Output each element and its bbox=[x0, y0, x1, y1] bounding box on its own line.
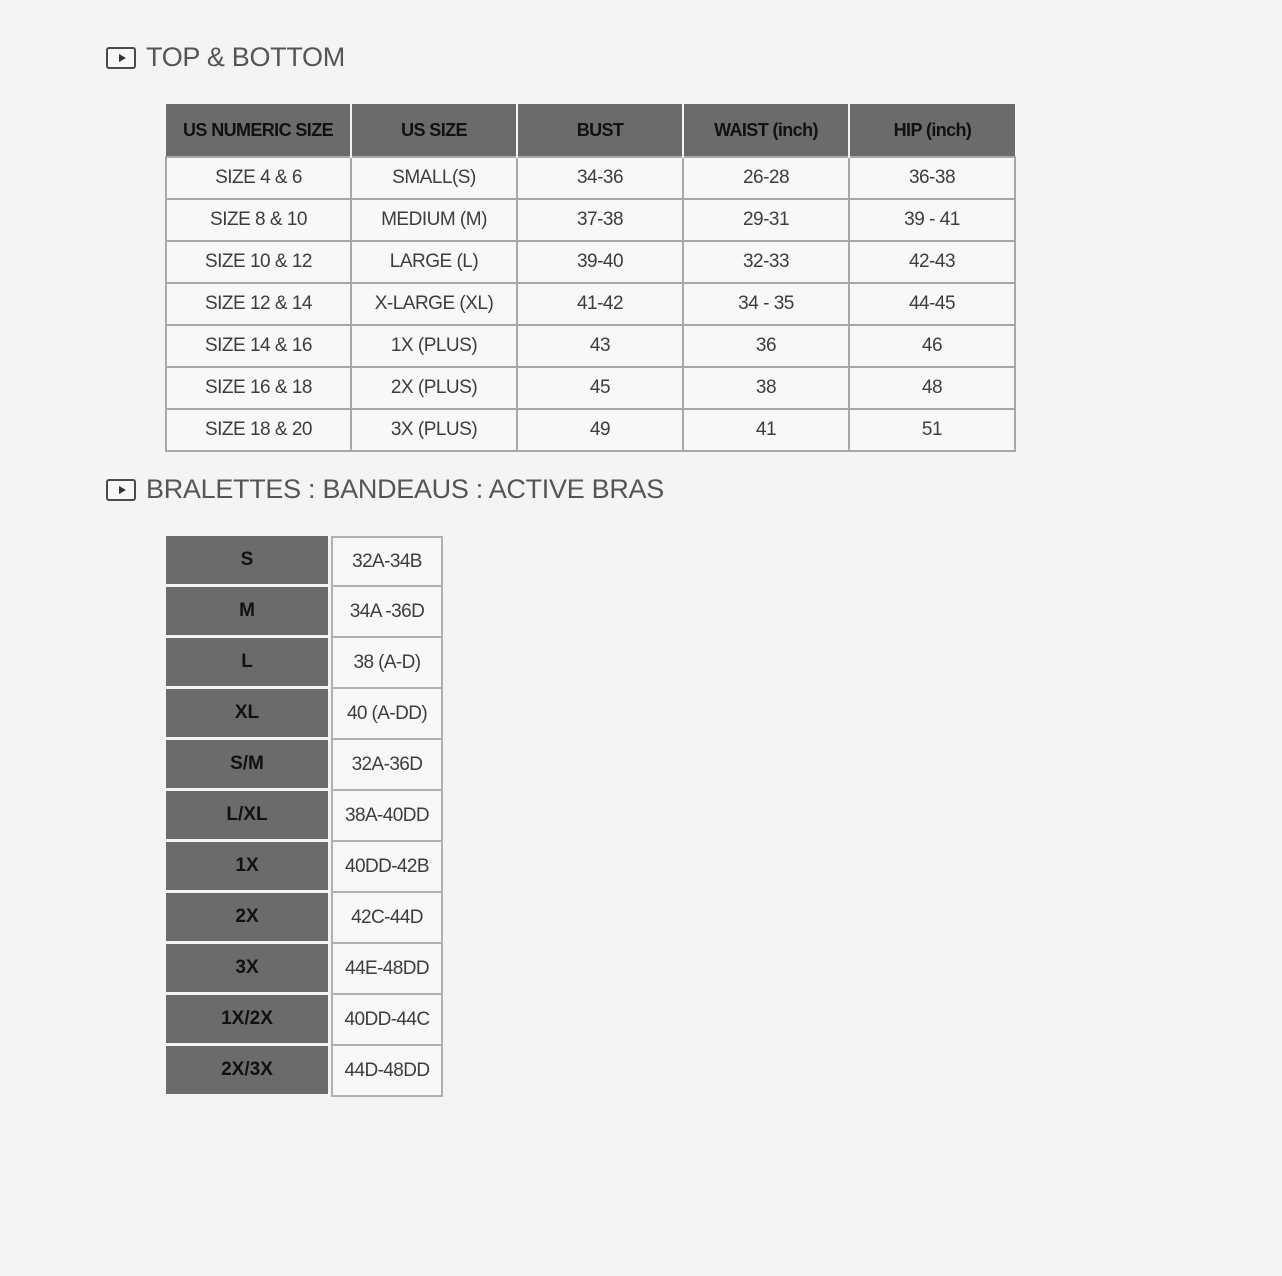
bra-cup-range: 38A-40DD bbox=[331, 791, 443, 842]
table-cell: 36 bbox=[683, 325, 849, 367]
table-cell: SIZE 18 & 20 bbox=[166, 409, 351, 451]
table-row bbox=[166, 1046, 443, 1097]
table-row bbox=[166, 842, 443, 893]
bra-cup-range: 32A-34B bbox=[331, 536, 443, 587]
table-cell: 51 bbox=[849, 409, 1015, 451]
bra-cup-range: 40DD-44C bbox=[331, 995, 443, 1046]
top-bottom-size-table bbox=[165, 104, 1016, 452]
column-header: US SIZE bbox=[351, 104, 517, 157]
bra-size-label: L bbox=[166, 638, 331, 689]
table-row bbox=[166, 157, 1015, 199]
table-cell: 2X (PLUS) bbox=[351, 367, 517, 409]
bra-cup-range: 38 (A-D) bbox=[331, 638, 443, 689]
table-cell: 42-43 bbox=[849, 241, 1015, 283]
column-header: US NUMERIC SIZE bbox=[166, 104, 351, 157]
column-header: WAIST (inch) bbox=[683, 104, 849, 157]
table-cell: 1X (PLUS) bbox=[351, 325, 517, 367]
table-cell: MEDIUM (M) bbox=[351, 199, 517, 241]
table-row bbox=[166, 367, 1015, 409]
section-title: BRALETTES : BANDEAUS : ACTIVE BRAS bbox=[146, 474, 664, 504]
bra-cup-range: 34A -36D bbox=[331, 587, 443, 638]
table-cell: 39 - 41 bbox=[849, 199, 1015, 241]
table-body bbox=[166, 536, 443, 1097]
bra-size-label: 1X bbox=[166, 842, 331, 893]
table-row bbox=[166, 241, 1015, 283]
table-cell: 45 bbox=[517, 367, 683, 409]
bra-size-label: 2X bbox=[166, 893, 331, 944]
table-cell: SIZE 8 & 10 bbox=[166, 199, 351, 241]
table-cell: 46 bbox=[849, 325, 1015, 367]
table-row bbox=[166, 409, 1015, 451]
bra-size-label: S/M bbox=[166, 740, 331, 791]
table-cell: SIZE 14 & 16 bbox=[166, 325, 351, 367]
section-heading-top-bottom bbox=[106, 42, 345, 73]
section-title: TOP & BOTTOM bbox=[146, 42, 345, 72]
table-row bbox=[166, 536, 443, 587]
table-row bbox=[166, 283, 1015, 325]
bra-size-label: S bbox=[166, 536, 331, 587]
section-heading-bralettes bbox=[106, 474, 664, 505]
table-header-row bbox=[166, 104, 1015, 157]
bra-size-label: M bbox=[166, 587, 331, 638]
table-cell: 43 bbox=[517, 325, 683, 367]
bra-size-label: XL bbox=[166, 689, 331, 740]
table-cell: 44-45 bbox=[849, 283, 1015, 325]
play-box-icon bbox=[106, 47, 136, 69]
table-cell: 41 bbox=[683, 409, 849, 451]
table-body bbox=[166, 157, 1015, 451]
bra-size-label: 2X/3X bbox=[166, 1046, 331, 1097]
column-header: BUST bbox=[517, 104, 683, 157]
table-row bbox=[166, 199, 1015, 241]
table-row bbox=[166, 944, 443, 995]
table-row bbox=[166, 587, 443, 638]
play-box-icon bbox=[106, 479, 136, 501]
table-cell: 38 bbox=[683, 367, 849, 409]
table-cell: 29-31 bbox=[683, 199, 849, 241]
table-row bbox=[166, 740, 443, 791]
bralette-size-table bbox=[166, 536, 443, 1097]
table-cell: 34 - 35 bbox=[683, 283, 849, 325]
bra-cup-range: 44E-48DD bbox=[331, 944, 443, 995]
table-cell: SIZE 16 & 18 bbox=[166, 367, 351, 409]
table-cell: 32-33 bbox=[683, 241, 849, 283]
table-cell: 34-36 bbox=[517, 157, 683, 199]
table-row bbox=[166, 995, 443, 1046]
table-cell: SMALL(S) bbox=[351, 157, 517, 199]
table-cell: SIZE 4 & 6 bbox=[166, 157, 351, 199]
bra-cup-range: 32A-36D bbox=[331, 740, 443, 791]
table-cell: 3X (PLUS) bbox=[351, 409, 517, 451]
table-cell: 48 bbox=[849, 367, 1015, 409]
column-header: HIP (inch) bbox=[849, 104, 1015, 157]
table-cell: 41-42 bbox=[517, 283, 683, 325]
table-cell: X-LARGE (XL) bbox=[351, 283, 517, 325]
table-cell: 36-38 bbox=[849, 157, 1015, 199]
table-row bbox=[166, 893, 443, 944]
table-cell: 37-38 bbox=[517, 199, 683, 241]
bra-size-label: L/XL bbox=[166, 791, 331, 842]
table-row bbox=[166, 791, 443, 842]
bra-cup-range: 44D-48DD bbox=[331, 1046, 443, 1097]
table-cell: LARGE (L) bbox=[351, 241, 517, 283]
table-row bbox=[166, 325, 1015, 367]
table-cell: 49 bbox=[517, 409, 683, 451]
table-cell: SIZE 10 & 12 bbox=[166, 241, 351, 283]
bra-cup-range: 40 (A-DD) bbox=[331, 689, 443, 740]
bra-size-label: 1X/2X bbox=[166, 995, 331, 1046]
table-row bbox=[166, 638, 443, 689]
bra-cup-range: 42C-44D bbox=[331, 893, 443, 944]
table-row bbox=[166, 689, 443, 740]
table-cell: 39-40 bbox=[517, 241, 683, 283]
bra-cup-range: 40DD-42B bbox=[331, 842, 443, 893]
table-cell: 26-28 bbox=[683, 157, 849, 199]
bra-size-label: 3X bbox=[166, 944, 331, 995]
table-cell: SIZE 12 & 14 bbox=[166, 283, 351, 325]
